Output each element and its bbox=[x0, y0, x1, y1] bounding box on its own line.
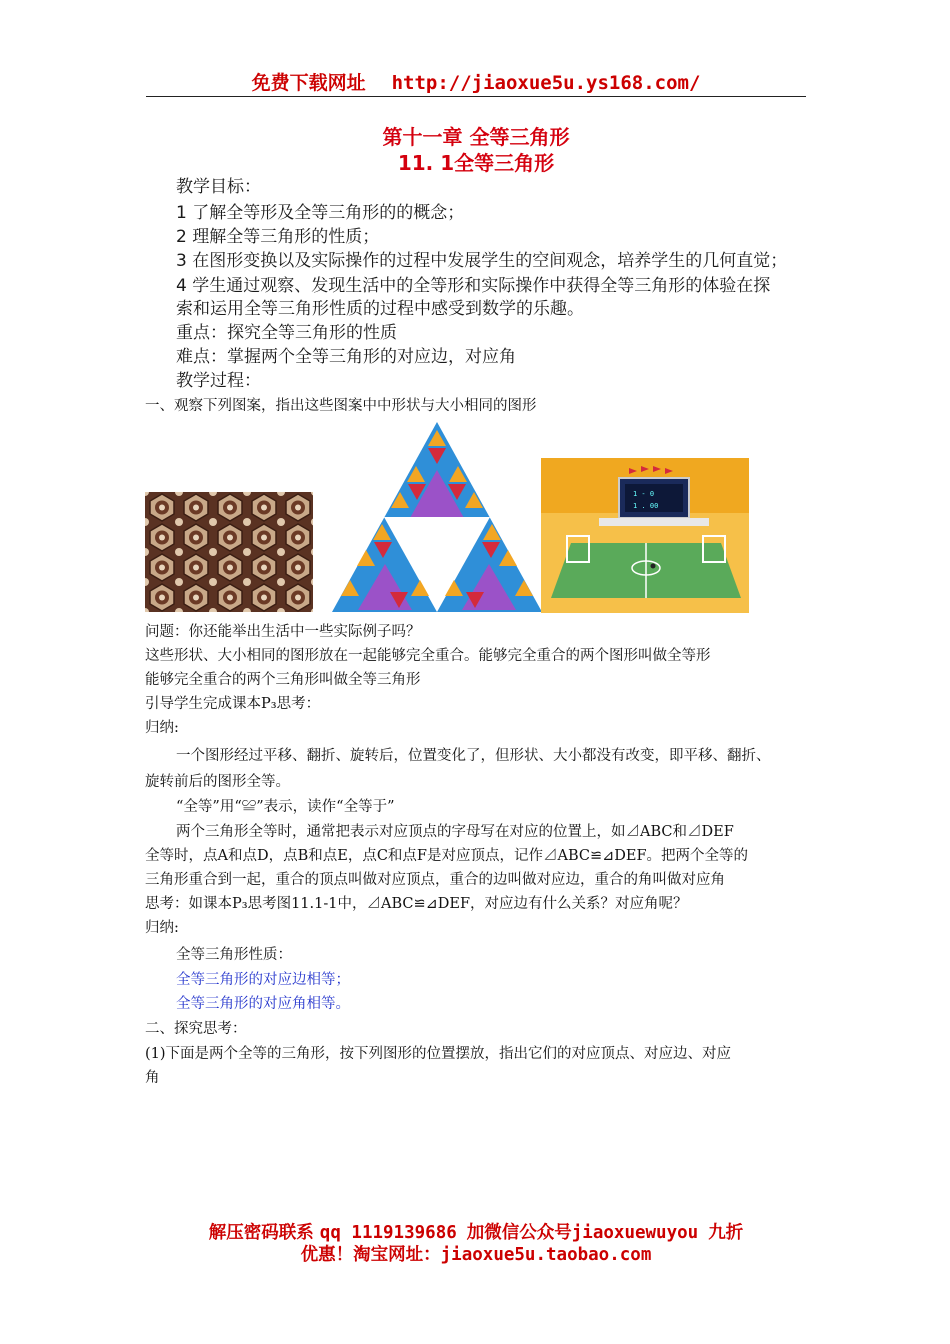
objective-1: 1 了解全等形及全等三角形的的概念； bbox=[176, 203, 465, 223]
footer-discount: 九折 bbox=[708, 1223, 744, 1243]
exercise-1-text-a: (1)下面是两个全等的三角形，按下列图形的位置摆放，指出它们的对应顶点、对应边、对应 bbox=[145, 1046, 732, 1062]
header-divider bbox=[146, 96, 806, 97]
process-heading: 教学过程： bbox=[176, 371, 261, 391]
objective-4b: 索和运用全等三角形性质的过程中感受到数学的乐趣。 bbox=[176, 299, 584, 319]
footer-qq: qq 1119139686 bbox=[319, 1223, 457, 1243]
footer-taobao-text: 优惠！淘宝网址： bbox=[300, 1245, 441, 1265]
download-header bbox=[146, 68, 806, 95]
soccer-field-image bbox=[541, 458, 749, 613]
property-sides: 全等三角形的对应边相等； bbox=[176, 972, 350, 988]
section-1-heading: 一、观察下列图案，指出这些图案中中形状与大小相同的图形 bbox=[145, 398, 537, 414]
definition-congruent-triangles: 能够完全重合的两个三角形叫做全等三角形 bbox=[145, 672, 421, 688]
summary-heading-1: 归纳: bbox=[145, 720, 179, 736]
definition-congruent-figures: 这些形状、大小相同的图形放在一起能够完全重合。能够完全重合的两个图形叫做全等形 bbox=[145, 648, 711, 664]
congruent-symbol-text: “全等”用“≌”表示，读作“全等于” bbox=[176, 799, 395, 815]
property-angles: 全等三角形的对应角相等。 bbox=[176, 996, 350, 1012]
notation-text-a: 两个三角形全等时，通常把表示对应顶点的字母写在对应的位置上，如⊿ABC和⊿DEF bbox=[176, 824, 734, 840]
objectives-heading: 教学目标： bbox=[176, 177, 261, 197]
guide-line: 引导学生完成课本P₃思考： bbox=[145, 696, 321, 712]
section-2-heading: 二、探究思考： bbox=[145, 1021, 247, 1037]
transform-text-b: 旋转前后的图形全等。 bbox=[145, 774, 290, 790]
difficult-point: 难点：掌握两个全等三角形的对应边，对应角 bbox=[176, 347, 516, 367]
notation-text-c: 三角形重合到一起，重合的顶点叫做对应顶点，重合的边叫做对应边，重合的角叫做对应角 bbox=[145, 872, 725, 888]
header-url-link[interactable]: http://jiaoxue5u.ys168.com/ bbox=[391, 72, 701, 94]
svg-text:1 . 00: 1 . 00 bbox=[633, 502, 659, 510]
exercise-1-text-b: 角 bbox=[145, 1070, 160, 1086]
chapter-title: 第十一章 全等三角形 bbox=[382, 125, 570, 149]
objective-2: 2 理解全等三角形的性质； bbox=[176, 227, 380, 247]
section-title: 11. 1全等三角形 bbox=[397, 151, 555, 175]
footer-line-2 bbox=[146, 1244, 806, 1266]
sierpinski-triangle-image bbox=[330, 420, 544, 614]
objective-4a: 4 学生通过观察、发现生活中的全等形和实际操作中获得全等三角形的体验在探 bbox=[176, 276, 771, 296]
svg-text:1 - 0: 1 - 0 bbox=[633, 490, 655, 498]
transform-text-a: 一个图形经过平移、翻折、旋转后，位置变化了，但形状、大小都没有改变，即平移、翻折、 bbox=[176, 748, 771, 764]
properties-heading: 全等三角形性质： bbox=[176, 947, 292, 963]
think-question: 思考：如课本P₃思考图11.1-1中，⊿ABC≌⊿DEF，对应边有什么关系？对应角呢？ bbox=[145, 896, 688, 912]
summary-heading-2: 归纳: bbox=[145, 920, 179, 936]
footer-password-text: 解压密码联系 bbox=[208, 1223, 314, 1243]
footer-wechat-id: jiaoxuewuyou bbox=[571, 1223, 699, 1243]
key-point: 重点：探究全等三角形的性质 bbox=[176, 323, 397, 343]
footer-wechat-text: 加微信公众号 bbox=[466, 1223, 572, 1243]
hexagon-tile-image bbox=[145, 492, 313, 612]
objective-3: 3 在图形变换以及实际操作的过程中发展学生的空间观念，培养学生的几何直觉； bbox=[176, 251, 788, 271]
footer-taobao-link[interactable]: jiaoxue5u.taobao.com bbox=[440, 1245, 652, 1265]
footer-line-1 bbox=[146, 1222, 806, 1244]
header-label: 免费下载网址 bbox=[251, 72, 366, 94]
notation-text-b: 全等时，点A和点D，点B和点E，点C和点F是对应顶点，记作⊿ABC≌⊿DEF。把两个全等的 bbox=[145, 848, 749, 864]
question-line: 问题：你还能举出生活中一些实际例子吗？ bbox=[145, 624, 421, 640]
